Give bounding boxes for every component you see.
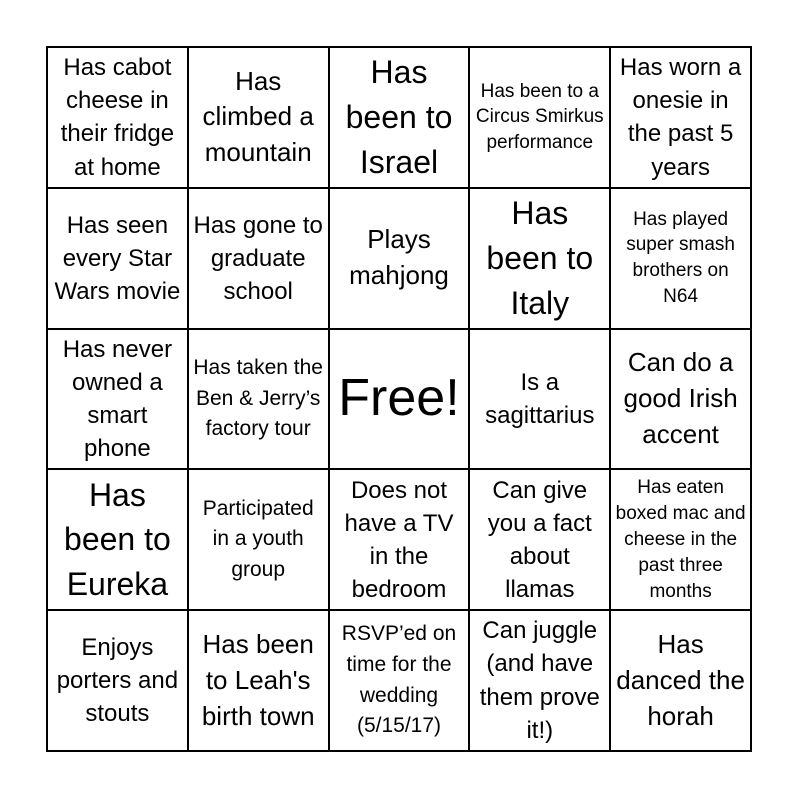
cell-text: RSVP’ed on time for the wedding (5/15/17): [341, 622, 457, 738]
bingo-cell[interactable]: [330, 470, 471, 611]
cell-text: Has played super smash brothers on N64: [626, 208, 735, 308]
bingo-cell[interactable]: [48, 470, 189, 611]
cell-text: Has eaten boxed mac and cheese in the past three months: [615, 477, 746, 602]
cell-text: Has climbed a mountain: [202, 65, 314, 168]
cell-text: Can do a good Irish accent: [623, 347, 738, 449]
bingo-cell[interactable]: [189, 48, 330, 189]
bingo-cell[interactable]: [470, 330, 611, 471]
bingo-cell[interactable]: [611, 189, 752, 330]
cell-text: Can give you a fact about llamas: [487, 476, 592, 603]
cell-text: Has been to a Circus Smirkus performance: [475, 80, 604, 154]
bingo-cell[interactable]: [611, 48, 752, 189]
cell-text: Has danced the horah: [616, 628, 745, 731]
bingo-board: [46, 46, 752, 752]
bingo-cell[interactable]: [189, 611, 330, 752]
cell-text: Has never owned a smart phone: [62, 335, 173, 463]
bingo-cell[interactable]: [189, 470, 330, 611]
cell-text: Has cabot cheese in their fridge at home: [60, 54, 175, 181]
cell-text: Has worn a onesie in the past 5 years: [619, 54, 742, 181]
cell-text: Is a sagittarius: [485, 368, 595, 429]
free-space[interactable]: [330, 330, 471, 471]
bingo-cell[interactable]: [611, 470, 752, 611]
bingo-cell[interactable]: [189, 330, 330, 471]
cell-text: Does not have a TV in the bedroom: [344, 476, 454, 603]
bingo-cell[interactable]: [470, 611, 611, 752]
cell-text: Has seen every Star Wars movie: [54, 211, 181, 305]
cell-text: Enjoys porters and stouts: [56, 633, 179, 728]
cell-text: Has been to Leah's birth town: [201, 628, 315, 731]
bingo-cell[interactable]: [470, 48, 611, 189]
cell-text: Can juggle (and have them prove it!): [479, 617, 600, 744]
bingo-cell[interactable]: [611, 611, 752, 752]
cell-text: Has been to Israel: [345, 54, 453, 180]
cell-text: Has been to Eureka: [64, 476, 171, 603]
bingo-cell[interactable]: [48, 48, 189, 189]
bingo-cell[interactable]: [470, 470, 611, 611]
cell-text: Has been to Italy: [486, 195, 594, 321]
bingo-cell[interactable]: [330, 611, 471, 752]
cell-text: Plays mahjong: [349, 224, 449, 291]
cell-text: Has gone to graduate school: [193, 211, 323, 305]
free-space-text: Free!: [338, 369, 460, 428]
bingo-cell[interactable]: [611, 330, 752, 471]
bingo-cell[interactable]: [470, 189, 611, 330]
bingo-cell[interactable]: [48, 611, 189, 752]
cell-text: Has taken the Ben & Jerry’s factory tour: [193, 356, 323, 441]
bingo-cell[interactable]: [189, 189, 330, 330]
bingo-cell[interactable]: [330, 189, 471, 330]
bingo-cell[interactable]: [330, 48, 471, 189]
bingo-cell[interactable]: [48, 330, 189, 471]
cell-text: Participated in a youth group: [202, 496, 314, 582]
bingo-cell[interactable]: [48, 189, 189, 330]
